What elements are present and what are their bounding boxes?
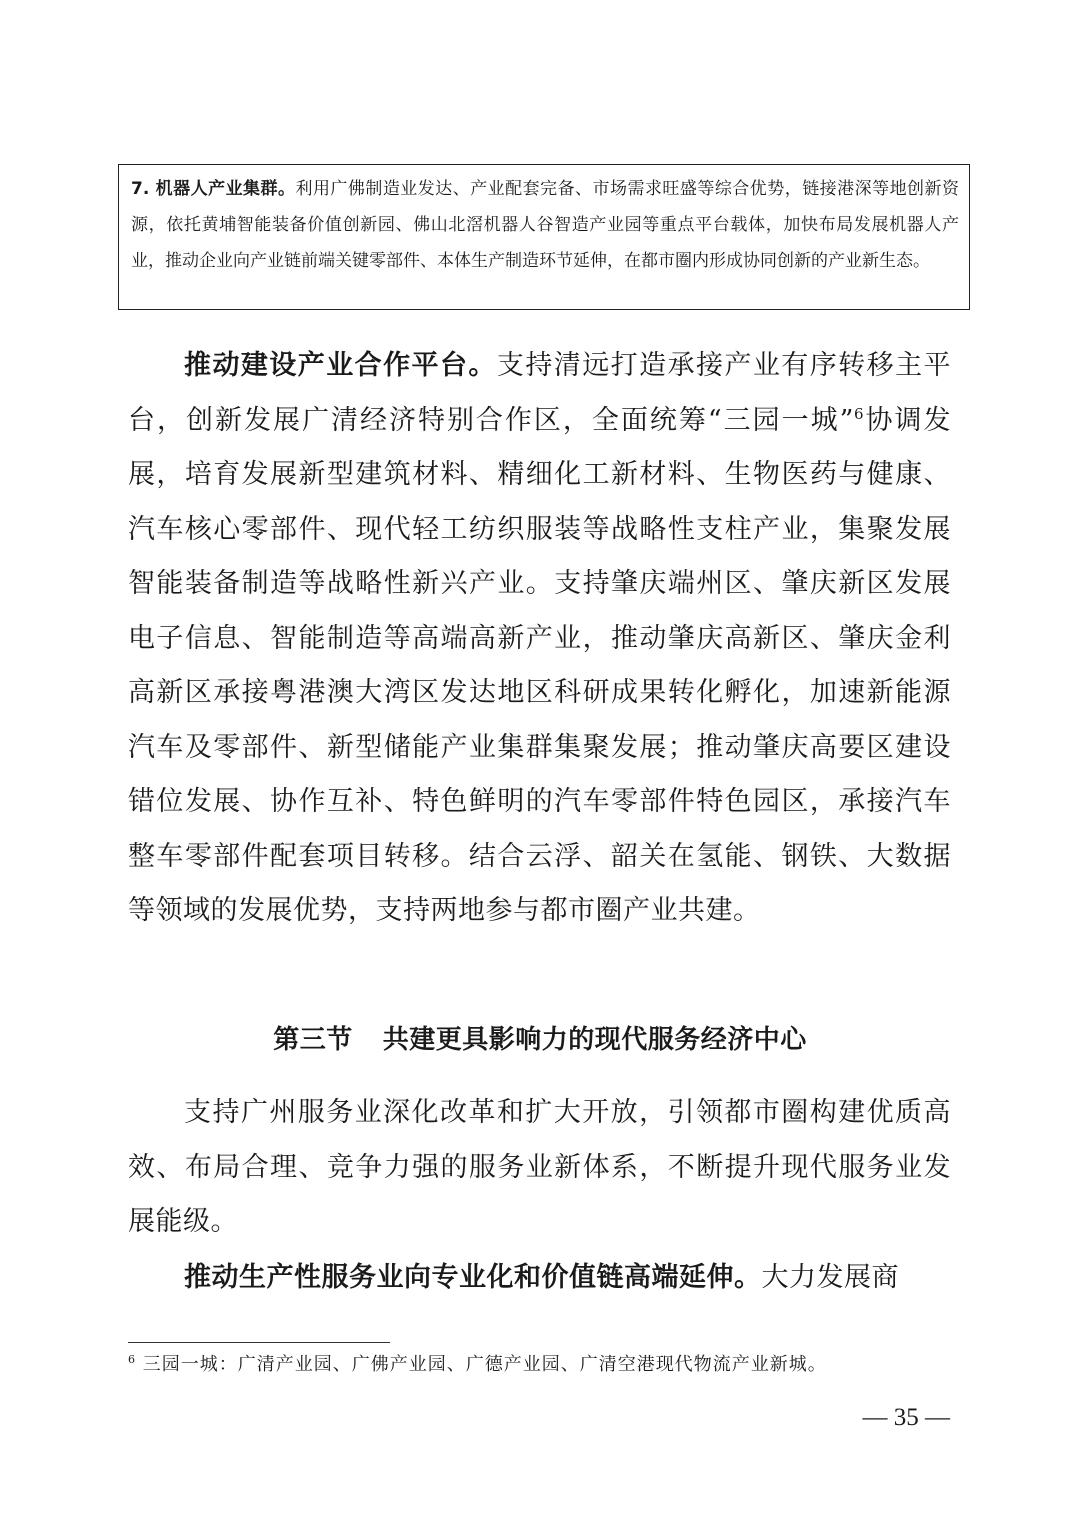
robot-industry-callout-box (118, 164, 970, 310)
paragraph-text: 支持广州服务业深化改革和扩大开放，引领都市圈构建优质高效、布局合理、竞争力强的服务业新体系，不断提升现代服务业发展能级。 (128, 1097, 951, 1237)
paragraph-industry-platform (128, 339, 951, 939)
paragraph-lead: 推动生产性服务业向专业化和价值链高端延伸。 (184, 1262, 762, 1293)
footnote-divider (128, 1342, 390, 1343)
page-number: — 35 — (862, 1404, 950, 1431)
paragraph-service-economy (128, 1086, 951, 1250)
section-title: 共建更具影响力的现代服务经济中心 (382, 1025, 807, 1055)
callout-text: 利用广佛制造业发达、产业配套完备、市场需求旺盛等综合优势，链接港深等地创新资源，依托黄埔智能装备价值创新园、佛山北滘机器人谷智造产业园等重点平台载体，加快布局发展机器人产业，推动企业向产业链前端关键零部件、本体生产制造环节延伸，在都市圈内形成协同创新的产业新生态。 (131, 179, 959, 271)
callout-lead: 7. 机器人产业集群。 (131, 179, 296, 199)
section-number: 第三节 (273, 1025, 353, 1055)
footnote-number: 6 (128, 1353, 136, 1366)
paragraph-lead: 推动建设产业合作平台。 (184, 350, 497, 381)
paragraph-text-b: 协调发展，培育发展新型建筑材料、精细化工新材料、生物医药与健康、汽车核心零部件、现代轻工纺织服装等战略性支柱产业，集聚发展智能装备制造等战略性新兴产业。支持肇庆端州区、肇庆新区发展电子信息、智能制造等高端高新产业，推动肇庆高新区、肇庆金利高新区承接粤港澳大湾区发达地区科研成果转化孵化，加速新能源汽车及零部件、新型储能产业集群集聚发展；推动肇庆高要区建设错位发展、协作互补、特色鲜明的汽车零部件特色园区，承接汽车整车零部件配套项目转移。结合云浮、韶关在氢能、钢铁、大数据等领域的发展优势，支持两地参与都市圈产业共建。 (128, 404, 951, 926)
footnote-ref: 6 (853, 404, 865, 423)
section-heading (0, 1018, 1080, 1062)
footnote-text: 三园一城：广清产业园、广佛产业园、广德产业园、广清空港现代物流产业新城。 (142, 1354, 827, 1375)
paragraph-producer-services (128, 1251, 951, 1307)
footnote (128, 1350, 827, 1380)
paragraph-text: 大力发展商 (761, 1262, 899, 1293)
paragraph-text-a: 支持清远打造承接产业有序转移主平台，创新发展广清经济特别合作区，全面统筹“三园一城” (128, 350, 952, 436)
